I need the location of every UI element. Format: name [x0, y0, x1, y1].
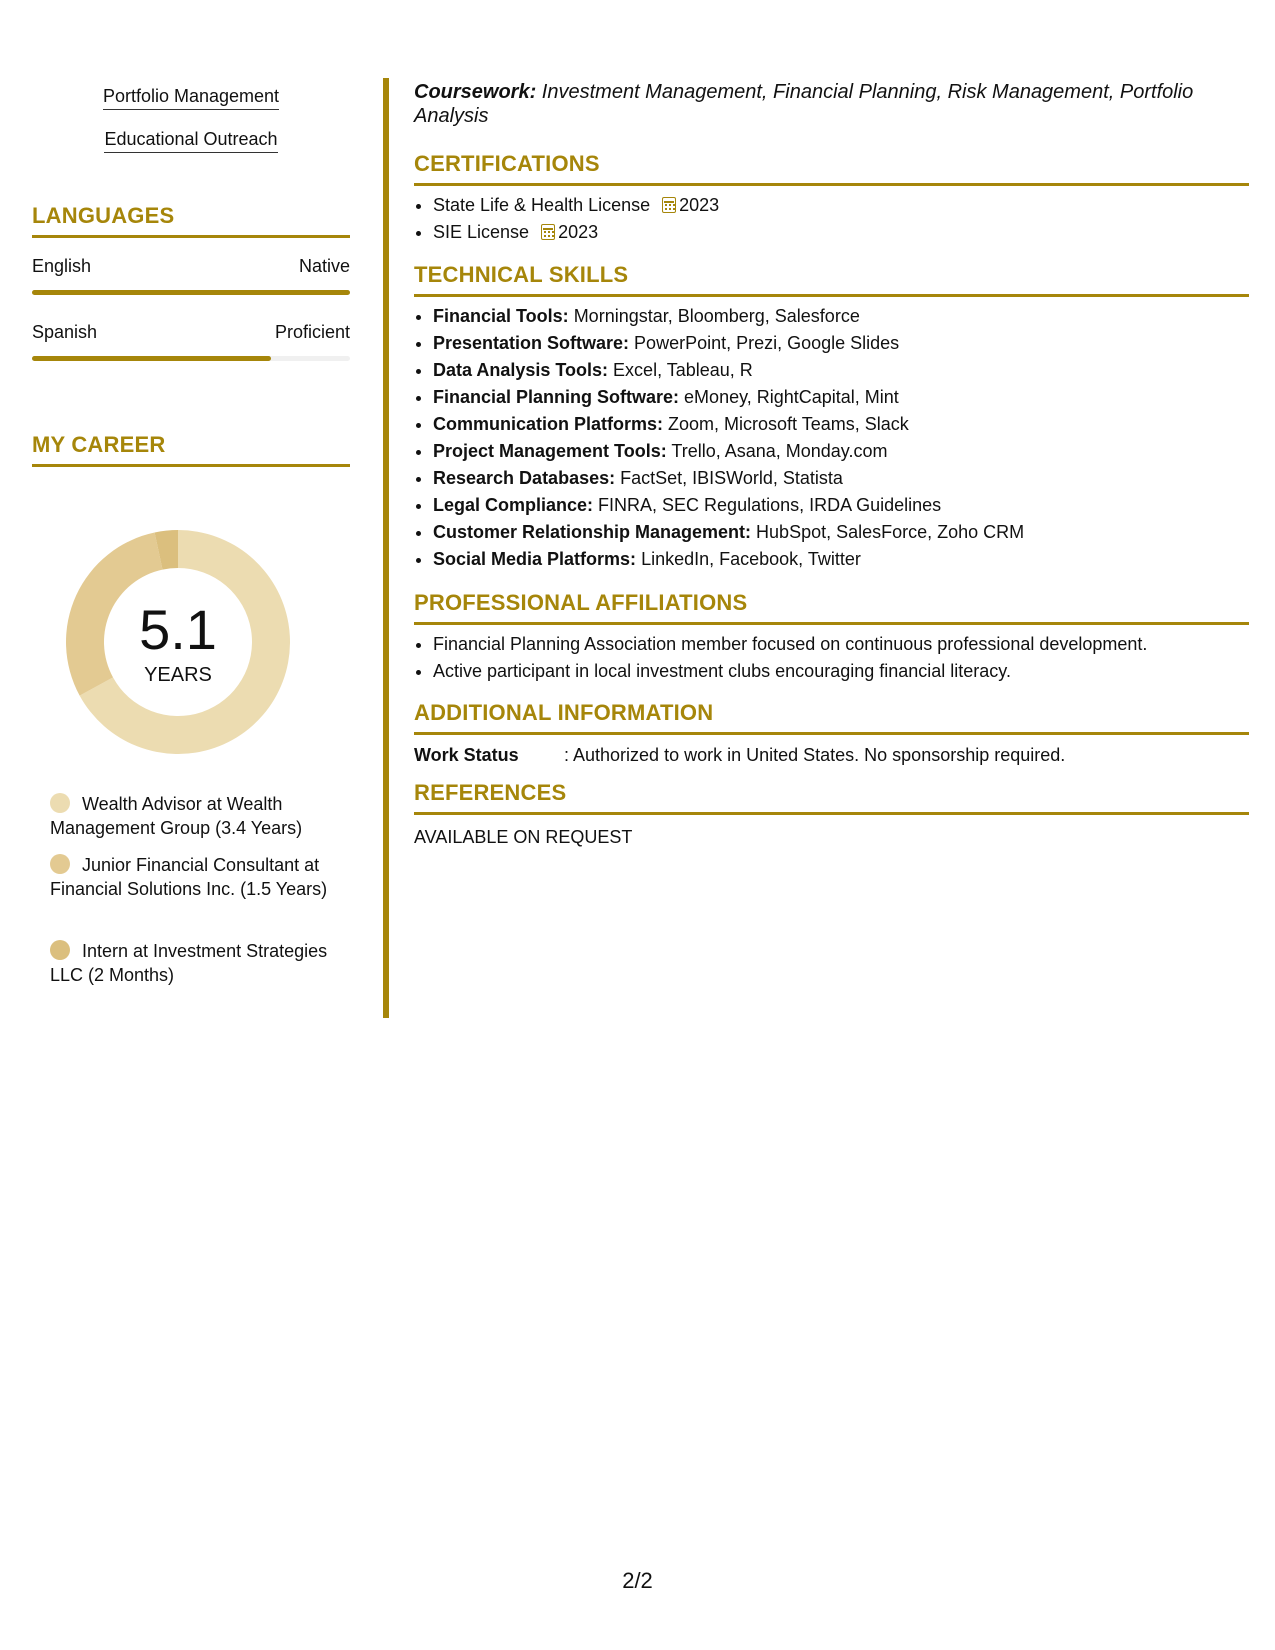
list-item — [433, 438, 1249, 465]
references-text: AVAILABLE ON REQUEST — [414, 827, 633, 847]
column-divider — [383, 78, 389, 1018]
career-heading: MY CAREER — [32, 432, 350, 467]
technical-skills-section — [414, 262, 1249, 573]
language-proficiency-fill — [32, 290, 350, 295]
skill-tag — [32, 129, 350, 150]
certifications-heading: CERTIFICATIONS — [414, 151, 1249, 186]
certification-name: SIE License — [433, 222, 530, 242]
additional-info-heading: ADDITIONAL INFORMATION — [414, 700, 1249, 735]
skill-tag-label: Educational Outreach — [104, 129, 277, 153]
references-section — [414, 780, 1249, 848]
language-proficiency-bar — [32, 356, 350, 361]
coursework-label: Coursework: — [414, 81, 537, 103]
affiliations-list — [414, 631, 1249, 685]
skill-tag — [32, 86, 350, 107]
donut-center — [66, 530, 290, 754]
career-legend-label: Junior Financial Consultant at Financial Solutions Inc. (1.5 Years) — [50, 855, 328, 899]
legend-dot — [50, 854, 70, 874]
skill-category: Data Analysis Tools: — [433, 360, 609, 380]
career-section — [32, 432, 350, 467]
affiliations-heading: PROFESSIONAL AFFILIATIONS — [414, 590, 1249, 625]
language-proficiency-fill — [32, 356, 271, 361]
languages-heading: LANGUAGES — [32, 203, 350, 238]
page-number: 2/2 — [622, 1568, 653, 1593]
skill-values: FactSet, IBISWorld, Statista — [615, 468, 843, 488]
career-legend-item — [50, 792, 330, 840]
skill-values: PowerPoint, Prezi, Google Slides — [629, 333, 900, 353]
certification-year: 2023 — [558, 222, 599, 242]
skill-category: Communication Platforms: — [433, 414, 664, 434]
certification-year: 2023 — [679, 195, 720, 215]
list-item — [433, 519, 1249, 546]
references-heading: REFERENCES — [414, 780, 1249, 815]
skill-category: Project Management Tools: — [433, 441, 667, 461]
additional-info-section — [414, 700, 1249, 766]
languages-section — [32, 203, 350, 238]
language-name: Spanish — [32, 322, 98, 342]
work-status-key: Work Status — [414, 745, 519, 765]
skill-values: LinkedIn, Facebook, Twitter — [636, 549, 861, 569]
skill-tag-label: Portfolio Management — [103, 86, 279, 110]
legend-dot — [50, 940, 70, 960]
career-legend-label: Wealth Advisor at Wealth Management Group (3.4 Years) — [50, 794, 303, 838]
technical-skills-heading: TECHNICAL SKILLS — [414, 262, 1249, 297]
technical-skills-list — [414, 303, 1249, 573]
list-item — [433, 303, 1249, 330]
skill-values: Zoom, Microsoft Teams, Slack — [663, 414, 909, 434]
career-legend-label: Intern at Investment Strategies LLC (2 Months) — [50, 941, 328, 985]
skill-values: HubSpot, SalesForce, Zoho CRM — [751, 522, 1025, 542]
calendar-icon — [662, 197, 676, 213]
skill-values: Morningstar, Bloomberg, Salesforce — [568, 306, 860, 326]
list-item: • Financial Planning Association member focused on continuous professional development. — [433, 631, 1249, 658]
skill-category: Social Media Platforms: — [433, 549, 637, 569]
work-status-value: : Authorized to work in United States. No sponsorship required. — [564, 745, 1066, 765]
skill-category: Customer Relationship Management: — [433, 522, 752, 542]
list-item — [433, 546, 1249, 573]
career-legend-item — [50, 853, 330, 901]
skill-values: Excel, Tableau, R — [608, 360, 753, 380]
language-level: Native — [298, 256, 350, 276]
list-item — [433, 219, 1249, 246]
work-status-row — [414, 745, 1249, 766]
list-item — [433, 192, 1249, 219]
affiliations-section — [414, 590, 1249, 685]
language-name: English — [32, 256, 92, 276]
skill-category: Financial Tools: — [433, 306, 569, 326]
language-level: Proficient — [274, 322, 350, 342]
career-legend-item — [50, 939, 330, 987]
certifications-section — [414, 151, 1249, 246]
certification-name: State Life & Health License — [433, 195, 651, 215]
coursework-text: Investment Management, Financial Planning, Risk Management, Portfolio Analysis — [414, 81, 1194, 127]
career-total-unit: YEARS — [144, 664, 212, 686]
legend-dot — [50, 793, 70, 813]
list-item — [433, 492, 1249, 519]
coursework — [414, 80, 1249, 128]
skill-category: Presentation Software: — [433, 333, 630, 353]
language-proficiency-bar — [32, 290, 350, 295]
list-item — [433, 411, 1249, 438]
certifications-list — [414, 192, 1249, 246]
skill-category: Legal Compliance: — [433, 495, 594, 515]
career-donut-chart — [66, 530, 290, 754]
skill-category: Financial Planning Software: — [433, 387, 680, 407]
skill-category: Research Databases: — [433, 468, 616, 488]
skill-values: eMoney, RightCapital, Mint — [679, 387, 899, 407]
list-item — [433, 330, 1249, 357]
career-total-value: 5.1 — [139, 598, 217, 661]
list-item — [433, 465, 1249, 492]
list-item: • Active participant in local investment clubs encouraging financial literacy. — [433, 658, 1249, 685]
list-item — [433, 384, 1249, 411]
calendar-icon — [541, 224, 555, 240]
skill-values: Trello, Asana, Monday.com — [666, 441, 888, 461]
list-item — [433, 357, 1249, 384]
skill-values: FINRA, SEC Regulations, IRDA Guidelines — [593, 495, 942, 515]
